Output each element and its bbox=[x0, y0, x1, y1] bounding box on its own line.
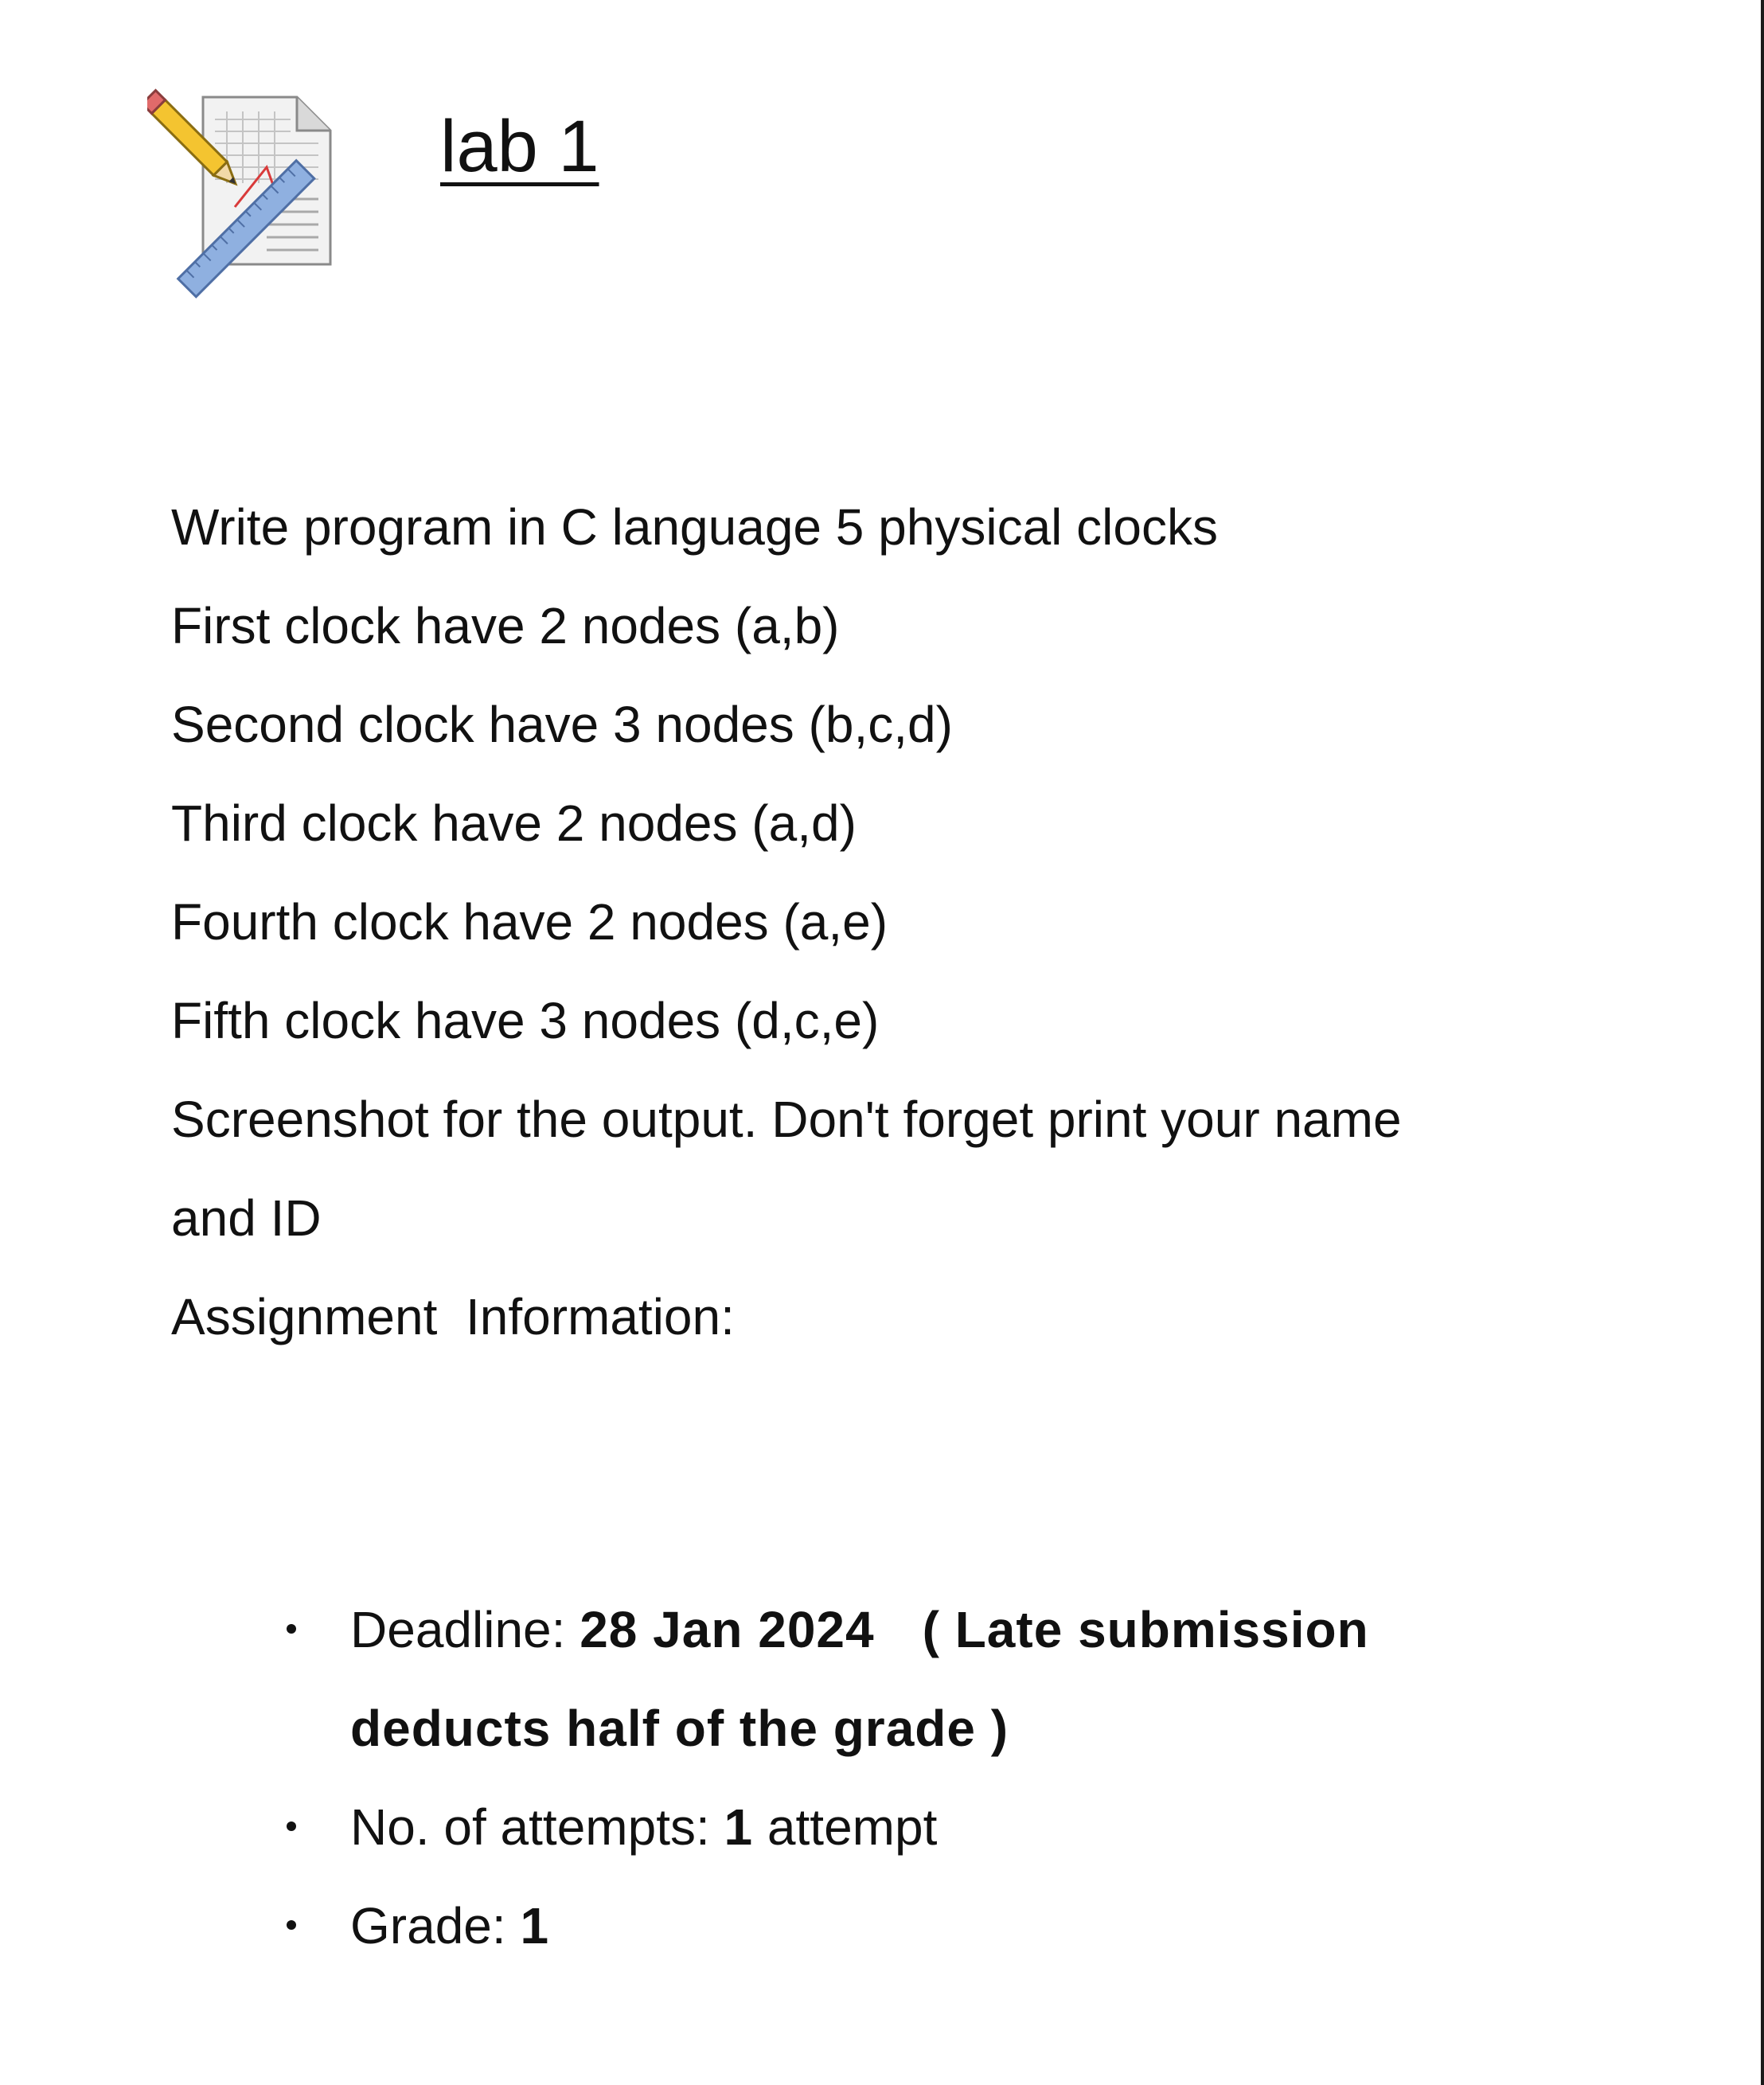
assignment-description bbox=[171, 478, 1604, 1366]
description-line-6: Fifth clock have 3 nodes (d,c,e) bbox=[171, 992, 880, 1049]
bullet-icon bbox=[287, 1821, 296, 1831]
description-line-2: First clock have 2 nodes (a,b) bbox=[171, 597, 840, 654]
assignment-info-list bbox=[283, 1580, 1636, 1975]
list-item-deadline bbox=[283, 1580, 1636, 1778]
header bbox=[147, 88, 864, 303]
attempts-unit: attempt bbox=[753, 1798, 938, 1856]
description-line-4: Third clock have 2 nodes (a,d) bbox=[171, 795, 857, 852]
description-line-3: Second clock have 3 nodes (b,c,d) bbox=[171, 696, 953, 753]
deadline-label: Deadline: bbox=[350, 1601, 580, 1658]
attempts-label: No. of attempts: bbox=[350, 1798, 724, 1856]
attempts-value: 1 bbox=[724, 1798, 754, 1856]
list-item-grade bbox=[283, 1876, 1636, 1975]
document-with-pencil-and-ruler-icon bbox=[147, 88, 338, 303]
assignment-information-heading: Assignment Information: bbox=[171, 1288, 735, 1345]
description-line-5: Fourth clock have 2 nodes (a,e) bbox=[171, 893, 888, 951]
grade-value: 1 bbox=[520, 1897, 550, 1954]
bullet-icon bbox=[287, 1624, 296, 1634]
right-page-border bbox=[1761, 0, 1764, 2085]
description-line-1: Write program in C language 5 physical clocks bbox=[171, 498, 1218, 556]
page-title: lab 1 bbox=[440, 106, 599, 187]
deadline-note-line-2: deducts half of the grade ) bbox=[350, 1700, 1009, 1757]
bullet-icon bbox=[287, 1920, 296, 1930]
grade-label: Grade: bbox=[350, 1897, 521, 1954]
list-item-attempts bbox=[283, 1778, 1636, 1876]
description-line-7: Screenshot for the output. Don't forget print your name bbox=[171, 1091, 1402, 1148]
deadline-value: 28 Jan 2024 bbox=[580, 1601, 875, 1658]
deadline-note-line-1: ( Late submission bbox=[922, 1601, 1369, 1658]
description-line-8: and ID bbox=[171, 1189, 322, 1247]
